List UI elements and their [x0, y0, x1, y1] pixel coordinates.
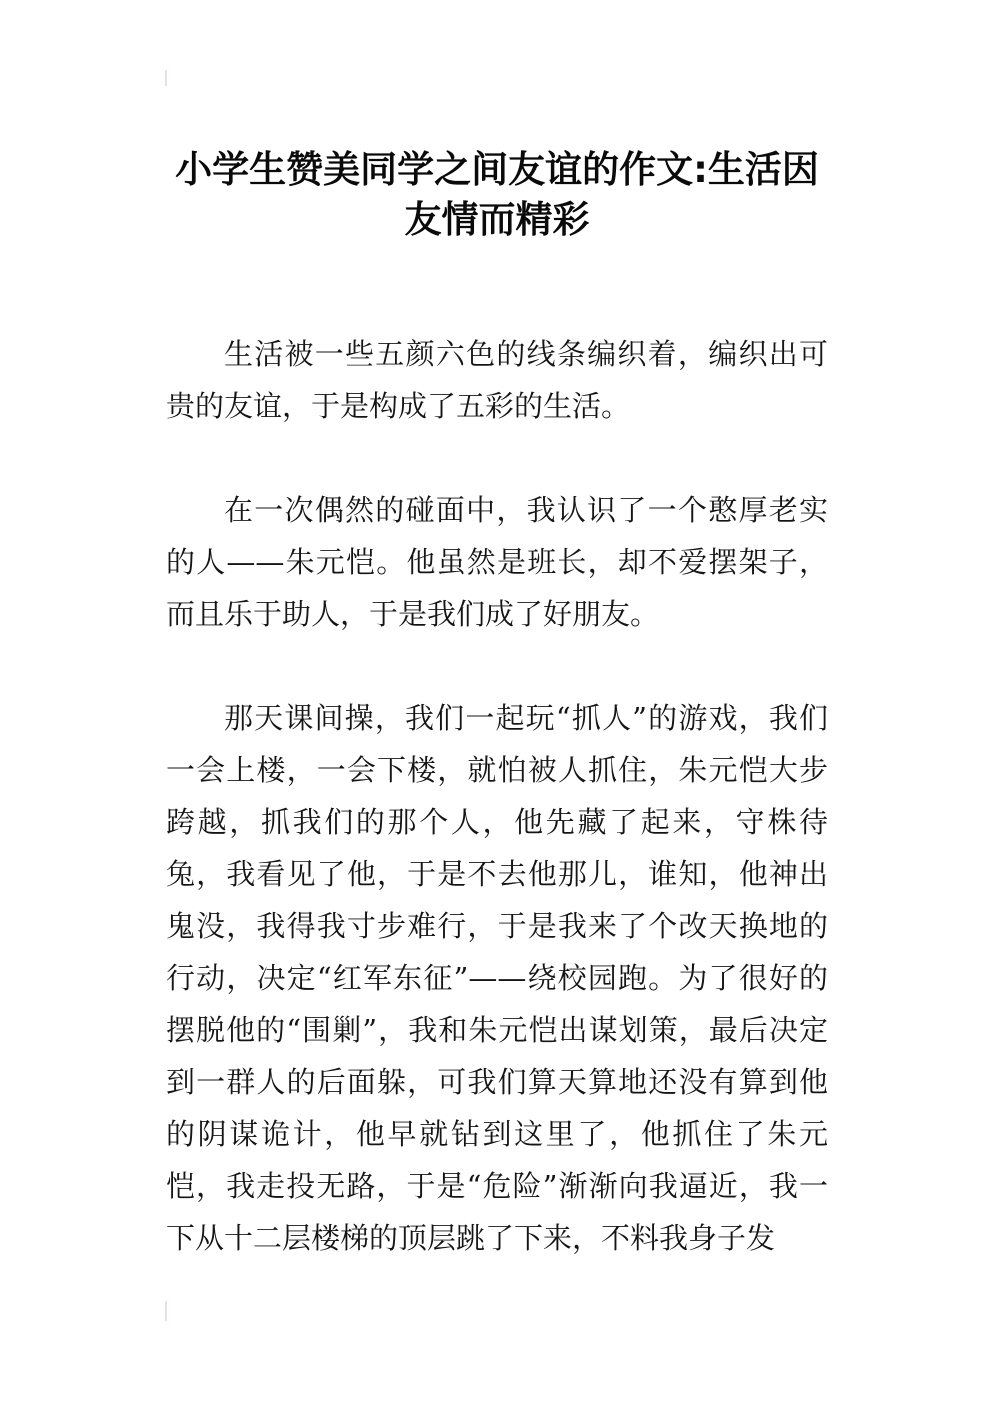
page-margin-mark-top: [165, 70, 167, 86]
paragraph-3: 那天课间操，我们一起玩“抓人”的游戏，我们一会上楼，一会下楼，就怕被人抓住，朱元恺大步跨越，抓我们的那个人，他先藏了起来，守株待兔，我看见了他，于是不去他那儿，谁知，他神出鬼没，我得我寸步难行，于是我来了个改天换地的行动，决定“红军东征”——绕校园跑。为了很好的摆脱他的“围剿”，我和朱元恺出谋划策，最后决定到一群人的后面躲，可我们算天算地还没有算到他的阴谋诡计，他早就钻到这里了，他抓住了朱元恺，我走投无路，于是“危险”渐渐向我逼近，我一下从十二层楼梯的顶层跳了下来，不料我身子发: [166, 701, 828, 1255]
paragraph-2: 在一次偶然的碰面中，我认识了一个憨厚老实的人——朱元恺。他虽然是班长，却不爱摆架子，而且乐于助人，于是我们成了好朋友。: [166, 493, 828, 631]
page-margin-mark-bottom: [165, 1301, 167, 1321]
document-title: 小学生赞美同学之间友谊的作文:生活因友情而精彩: [175, 147, 819, 241]
document-body: [166, 328, 828, 1264]
paragraph-1: 生活被一些五颜六色的线条编织着，编织出可贵的友谊，于是构成了五彩的生活。: [166, 337, 828, 423]
